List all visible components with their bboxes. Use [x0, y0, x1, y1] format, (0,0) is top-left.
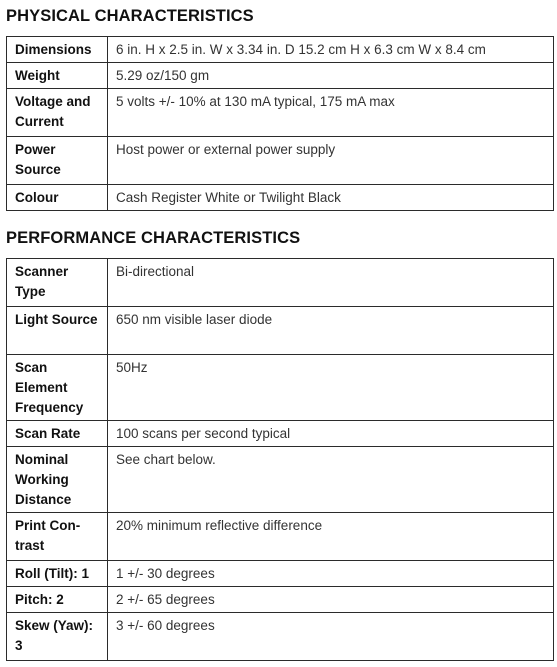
table-row — [7, 259, 554, 307]
row-label-weight: Weight — [7, 63, 108, 89]
row-value-weight: 5.29 oz/150 gm — [108, 63, 554, 89]
table-row — [7, 355, 554, 421]
table-row — [7, 185, 554, 211]
table-row — [7, 513, 554, 561]
row-label-skew-yaw: Skew (Yaw): 3 — [7, 613, 108, 661]
row-label-pitch: Pitch: 2 — [7, 587, 108, 613]
row-value-print-contrast: 20% minimum reflective difference — [108, 513, 554, 561]
row-value-roll-tilt: 1 +/- 30 degrees — [108, 561, 554, 587]
row-label-scan-element-frequency: Scan Element Frequency — [7, 355, 108, 421]
table-row — [7, 561, 554, 587]
performance-characteristics-heading: PERFORMANCE CHARACTERISTICS — [6, 229, 301, 247]
table-row — [7, 307, 554, 355]
table-row — [7, 37, 554, 63]
table-row — [7, 613, 554, 661]
table-row — [7, 63, 554, 89]
row-label-power-source: Power Source — [7, 137, 108, 185]
row-value-nominal-working-distance: See chart below. — [108, 447, 554, 513]
row-label-scan-rate: Scan Rate — [7, 421, 108, 447]
table-row — [7, 447, 554, 513]
row-value-dimensions: 6 in. H x 2.5 in. W x 3.34 in. D 15.2 cm H x 6.3 cm W x 8.4 cm — [108, 37, 554, 63]
row-label-light-source: Light Source — [7, 307, 108, 355]
table-row — [7, 89, 554, 137]
row-label-roll-tilt: Roll (Tilt): 1 — [7, 561, 108, 587]
row-label-dimensions: Dimensions — [7, 37, 108, 63]
row-label-colour: Colour — [7, 185, 108, 211]
physical-characteristics-heading: PHYSICAL CHARACTERISTICS — [6, 7, 254, 25]
row-label-voltage-current: Voltage and Current — [7, 89, 108, 137]
row-value-power-source: Host power or external power supply — [108, 137, 554, 185]
row-value-colour: Cash Register White or Twilight Black — [108, 185, 554, 211]
row-value-scanner-type: Bi-directional — [108, 259, 554, 307]
physical-characteristics-table — [6, 36, 554, 211]
row-value-scan-element-frequency: 50Hz — [108, 355, 554, 421]
table-row — [7, 421, 554, 447]
row-value-skew-yaw: 3 +/- 60 degrees — [108, 613, 554, 661]
row-value-scan-rate: 100 scans per second typical — [108, 421, 554, 447]
row-label-print-contrast: Print Con-trast — [7, 513, 108, 561]
row-value-voltage-current: 5 volts +/- 10% at 130 mA typical, 175 mA max — [108, 89, 554, 137]
row-value-pitch: 2 +/- 65 degrees — [108, 587, 554, 613]
table-row — [7, 137, 554, 185]
table-row — [7, 587, 554, 613]
row-label-scanner-type: Scanner Type — [7, 259, 108, 307]
performance-characteristics-table — [6, 258, 554, 661]
row-value-light-source: 650 nm visible laser diode — [108, 307, 554, 355]
row-label-nominal-working-distance: Nominal Working Distance — [7, 447, 108, 513]
